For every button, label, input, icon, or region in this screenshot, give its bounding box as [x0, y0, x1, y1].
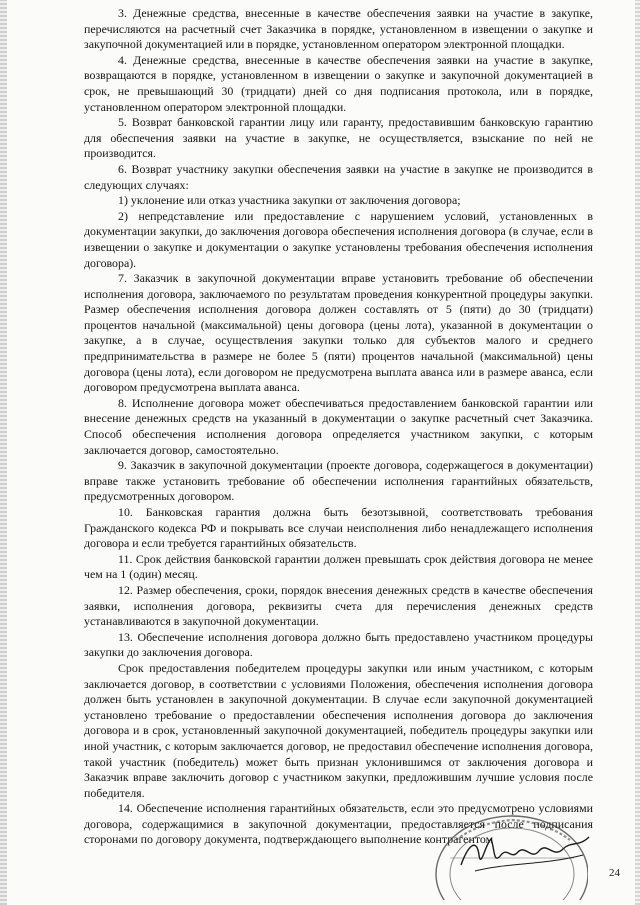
- page-number: 24: [609, 867, 620, 879]
- paragraph-13-continuation: Срок предоставления победителем процедуры закупки или иным участником, с которым заключается договор, в соответствии с условиями Положения, обеспечения исполнения договора должен быть установлен в закупочной документации. В случае если закупочной документацией установлено требование о предоставлении обеспечения исполнения договора до заключения договора и в срок, установленный закупочной документацией, победитель процедуры закупки или иной участник, с которым заключается договор, не предоставил обеспечение исполнения договора, такой участник (победитель) может быть признан уклонившимся от заключения договора и Заказчик вправе заключить договор с участником закупки, предложившим лучшие условия после победителя.: [84, 660, 593, 800]
- paragraph-9: 9. Заказчик в закупочной документации (проекте договора, содержащегося в документации) вправе также установить требование об обеспечении исполнения гарантийных обязательств, предусмотренных договором.: [84, 458, 593, 504]
- paragraph-4: 4. Денежные средства, внесенные в качестве обеспечения заявки на участие в закупке, возвращаются в порядке, установленном в извещении о закупке и закупочной документацией в срок, не превышающий 30 (тридцати) дней со дня подписания протокола, или в порядке, установленном оператором электронной площадки.: [84, 52, 593, 114]
- paragraph-5: 5. Возврат банковской гарантии лицу или гаранту, предоставившим банковскую гарантию для обеспечения заявки на участие в закупке, не осуществляется, взыскание по ней не производится.: [84, 115, 593, 161]
- scan-edge-left: [0, 0, 7, 905]
- paragraph-10: 10. Банковская гарантия должна быть безотзывной, соответствовать требования Гражданского кодекса РФ и покрывать все случаи неисполнения либо ненадлежащего исполнения договора и если требуется гарантийных обязательств.: [84, 505, 593, 551]
- paragraph-12: 12. Размер обеспечения, сроки, порядок внесения денежных средств в качестве обеспечения заявки, исполнения договора, реквизиты счета для перечисления денежных средств устанавливаются в закупочной документации.: [84, 582, 593, 629]
- document-body: [84, 6, 593, 848]
- paragraph-7: 7. Заказчик в закупочной документации вправе установить требование об обеспечении исполнения договора, заключаемого по результатам проведения конкурентной процедуры закупки. Размер обеспечения исполнения договора должен составлять от 5 (пяти) до 30 (тридцати) процентов начальной (максимальной) цены договора (цены лота), указанной в документации о закупке, а в случае, осуществления закупки только для субъектов малого и среднего предпринимательства в размере не более 5 (пяти) процентов начальной (максимальной) цены договора (цены лота), если договором не предусмотрена выплата аванса или в размере аванса, если договором предусмотрена выплата аванса.: [84, 271, 593, 395]
- paragraph-3: 3. Денежные средства, внесенные в качестве обеспечения заявки на участие в закупке, перечисляются на расчетный счет Заказчика в порядке, установленном в извещении о закупке и закупочной документацией или в порядке, установленном оператором электронной площадки.: [84, 6, 593, 52]
- paragraph-6-item-1: 1) уклонение или отказ участника закупки от заключения договора;: [118, 193, 461, 208]
- paragraph-11: 11. Срок действия банковской гарантии должен превышать срок действия договора не менее чем на 1 (один) месяц.: [84, 551, 593, 582]
- paragraph-6-item-2: 2) непредставление или предоставление с нарушением условий, установленных в документации закупки, до заключения договора обеспечения исполнения договора (в случае, если в извещении о закупке и документации о закупке установлены требования обеспечения исполнения договора).: [84, 208, 593, 270]
- paragraph-8: 8. Исполнение договора может обеспечиваться предоставлением банковской гарантии или внесение денежных средств на указанный в документации о закупке расчетный счет Заказчика. Способ обеспечения исполнения договора определяется участником закупки, с которым заключается договор, самостоятельно.: [84, 395, 593, 457]
- paragraph-14: 14. Обеспечение исполнения гарантийных обязательств, если это предусмотрено условиями договора, содержащимися в закупочной документации, предоставляется после подписания сторонами по договору документа, подтверждающего выполнение контрагентом: [84, 801, 593, 847]
- paragraph-6: 6. Возврат участнику закупки обеспечения заявки на участие в закупке не производится в следующих случаях:: [84, 161, 593, 192]
- scan-edge-right: [635, 0, 640, 905]
- paragraph-13: 13. Обеспечение исполнения договора должно быть предоставлено участником процедуры закупки до заключения договора.: [84, 629, 593, 660]
